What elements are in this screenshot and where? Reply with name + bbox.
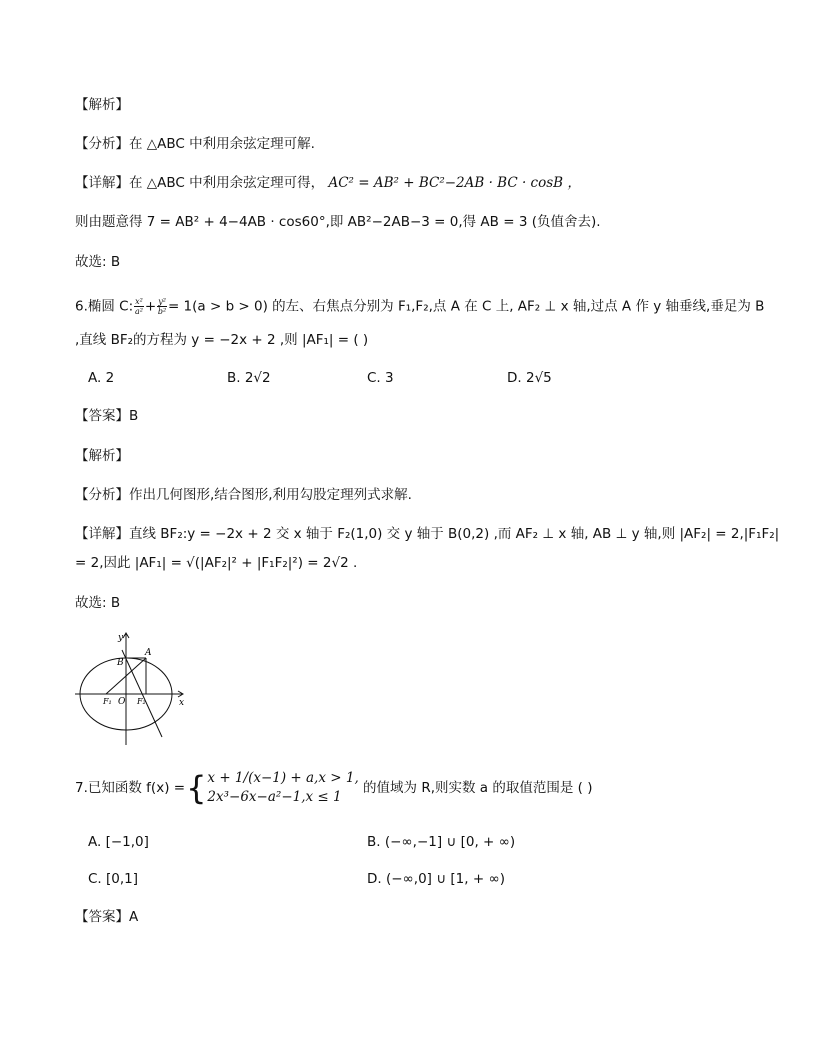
label-f2: F₂ bbox=[137, 697, 146, 706]
stem-part-b: 的值域为 R,则实数 a 的取值范围是 ( ) bbox=[363, 780, 593, 796]
solution-line: 则由题意得 7 = AB² + 4−4AB · cos60°,即 AB²−2AB−3 = 0,得 AB = 3 (负值舍去). bbox=[75, 214, 601, 230]
fraction-y2-b2: $\frac{\text{y²}}{\text{b²}}$ bbox=[157, 297, 167, 316]
fenxi-label: 【分析】 bbox=[75, 136, 129, 152]
label-a: A bbox=[145, 648, 152, 658]
question-6-stem: 6.椭圆 C: $\frac{\text{x²}}{\text{a²}}$ + $\frac{\text{y²}}{\text{b²}}$ = 1(a > b > 0) 的左、右焦点分别为 F₁,F₂,点 A 在 C 上, AF₂ ⊥ x 轴,过点 A 作 y 轴垂线,垂足为 B bbox=[75, 297, 765, 316]
xiangjie-text: 直线 BF₂:y = −2x + 2 交 x 轴于 F₂(1,0) 交 y 轴于 B(0,2) ,而 AF₂ ⊥ x 轴, AB ⊥ y 轴,则 |AF₂| = 2,|F₁F₂| bbox=[129, 526, 780, 542]
fraction-x2-a2: $\frac{\text{x²}}{\text{a²}}$ bbox=[135, 297, 144, 316]
xiangjie-label: 【详解】 bbox=[75, 175, 129, 191]
xiangjie-line bbox=[75, 174, 581, 192]
label-x: x bbox=[179, 698, 185, 708]
option-d: D. 2√5 bbox=[507, 370, 552, 386]
piecewise-cases bbox=[207, 769, 358, 807]
option-c: C. 3 bbox=[367, 370, 394, 386]
fenxi-line bbox=[75, 486, 412, 504]
question-7-stem bbox=[75, 769, 592, 807]
stem-part-a: 已知函数 f(x) = bbox=[87, 780, 186, 796]
ellipse-figure bbox=[70, 630, 195, 748]
xiangjie-line bbox=[75, 525, 779, 543]
fenxi-text: 作出几何图形,结合图形,利用勾股定理列式求解. bbox=[129, 487, 412, 503]
stem-part-a: 椭圆 C: bbox=[87, 298, 134, 315]
xiangjie-line2: = 2,因此 |AF₁| = √(|AF₂|² + |F₁F₂|²) = 2√2 . bbox=[75, 555, 358, 571]
stem-part-b: = 1(a > b > 0) 的左、右焦点分别为 F₁,F₂,点 A 在 C 上, AF₂ ⊥ x 轴,过点 A 作 y 轴垂线,垂足为 B bbox=[167, 298, 765, 315]
question-number: 6. bbox=[75, 298, 88, 315]
label-y: y bbox=[118, 633, 124, 643]
option-a: A. 2 bbox=[88, 370, 115, 386]
option-d: D. (−∞,0] ∪ [1, + ∞) bbox=[367, 871, 505, 887]
case-2: 2x³−6x−a²−1,x ≤ 1 bbox=[207, 789, 342, 805]
question-number: 7. bbox=[75, 780, 88, 796]
answer-label: 【答案】A bbox=[75, 909, 139, 925]
cosine-law-equation: AC² = AB² + BC²−2AB · BC · cosB ， bbox=[328, 175, 581, 191]
option-c: C. [0,1] bbox=[88, 871, 139, 887]
fenxi-label: 【分析】 bbox=[75, 487, 129, 503]
xiangjie-label: 【详解】 bbox=[75, 526, 129, 542]
option-b: B. 2√2 bbox=[227, 370, 271, 386]
option-a: A. [−1,0] bbox=[88, 834, 149, 850]
jiexi-heading: 【解析】 bbox=[75, 448, 129, 464]
answer-line: 故选: B bbox=[75, 595, 121, 611]
jiexi-heading: 【解析】 bbox=[75, 97, 129, 113]
answer-label: 【答案】B bbox=[75, 408, 139, 424]
option-b: B. (−∞,−1] ∪ [0, + ∞) bbox=[367, 834, 516, 850]
label-o: O bbox=[118, 697, 126, 707]
question-6-stem-line2: ,直线 BF₂的方程为 y = −2x + 2 ,则 |AF₁| = ( ) bbox=[75, 332, 369, 348]
label-f1: F₁ bbox=[103, 697, 112, 706]
fenxi-line bbox=[75, 135, 315, 153]
label-b: B bbox=[117, 658, 124, 668]
answer-line: 故选: B bbox=[75, 254, 121, 270]
piecewise-brace: { bbox=[186, 769, 207, 807]
xiangjie-text: 在 △ABC 中利用余弦定理可得， bbox=[129, 175, 325, 191]
fenxi-text: 在 △ABC 中利用余弦定理可解. bbox=[129, 136, 315, 152]
case-1: x + 1/(x−1) + a,x > 1, bbox=[207, 770, 359, 786]
